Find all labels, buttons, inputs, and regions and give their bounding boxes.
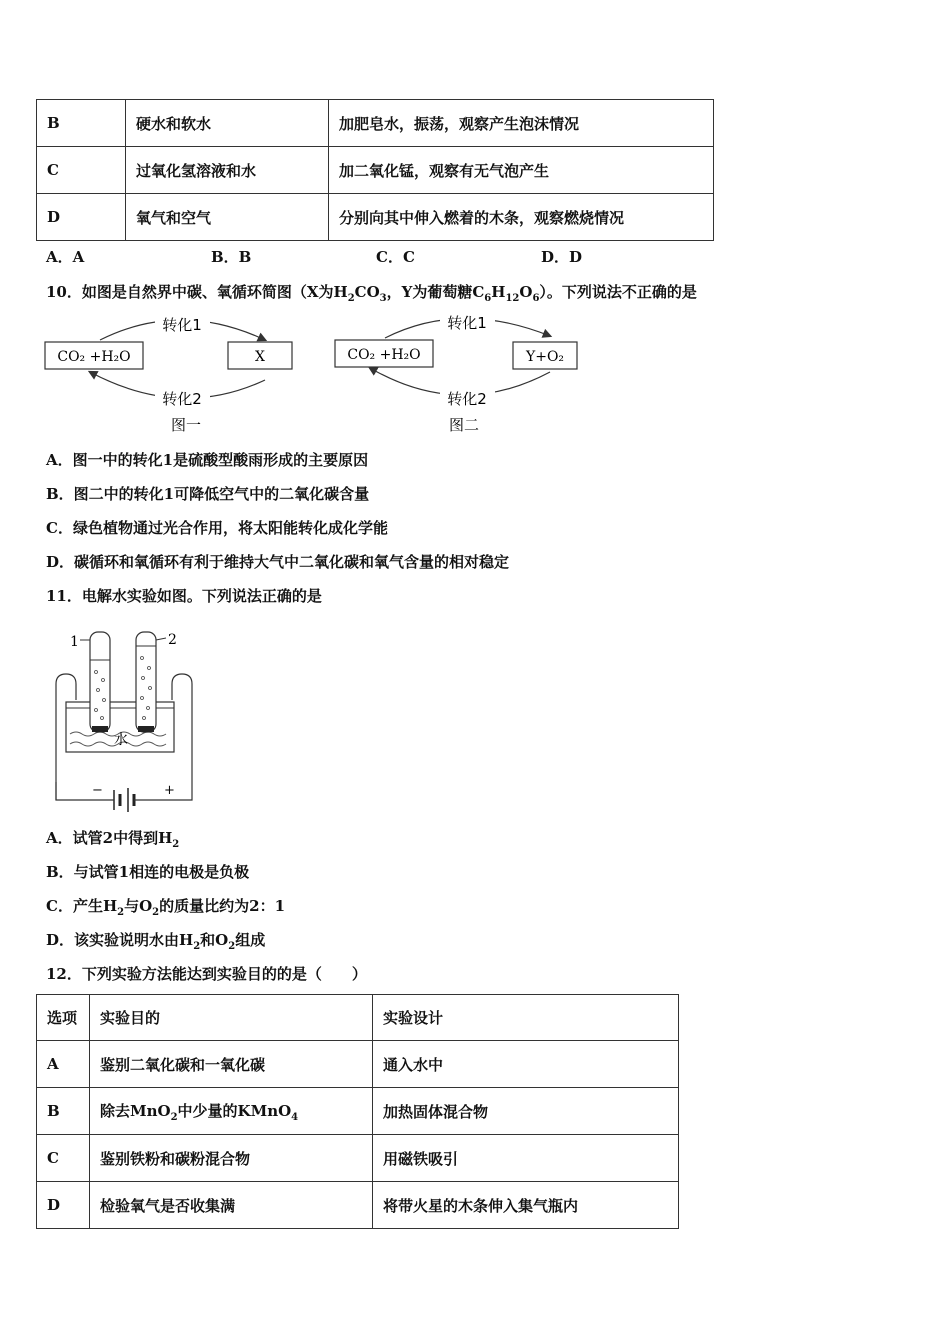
- item-cell: 硬水和软水: [126, 100, 329, 147]
- header-goal: 实验目的: [90, 995, 373, 1041]
- option-cell: D: [37, 1182, 90, 1229]
- q11-option-b: B．与试管1相连的电极是负极: [46, 863, 250, 881]
- header-option: 选项: [37, 995, 90, 1041]
- fig1-caption: 图一: [170, 416, 202, 434]
- header-design: 实验设计: [373, 995, 679, 1041]
- option-cell: B: [37, 1088, 90, 1135]
- q11-stem: 11．电解水实验如图。下列说法正确的是: [46, 587, 322, 605]
- option-cell: C: [37, 147, 126, 194]
- fig1-right-box: X: [255, 349, 265, 365]
- table-header-row: [37, 995, 679, 1041]
- option-cell: B: [37, 100, 126, 147]
- design-cell: 将带火星的木条伸入集气瓶内: [373, 1182, 679, 1229]
- q9-options: [46, 246, 666, 266]
- tube-2-label: 2: [168, 632, 177, 648]
- q9-option-b: B．B: [211, 248, 252, 266]
- q9-table: [36, 99, 714, 241]
- fig1-top-arrow-label: 转化1: [162, 316, 202, 334]
- table-row: [37, 1041, 679, 1088]
- table-row: [37, 1182, 679, 1229]
- q10-option-b: B．图二中的转化1可降低空气中的二氧化碳含量: [46, 485, 370, 503]
- fig1-bottom-arrow-label: 转化2: [162, 390, 202, 408]
- q11-option-d: D．该实验说明水由$H_2$和$O_2$组成: [46, 931, 266, 952]
- goal-cell: 鉴别二氧化碳和一氧化碳: [90, 1041, 373, 1088]
- q9-option-a: A．A: [46, 248, 85, 266]
- water-label: 水: [114, 732, 128, 748]
- method-cell: 加肥皂水，振荡，观察产生泡沫情况: [329, 100, 714, 147]
- q10-option-a: A．图一中的转化1是硫酸型酸雨形成的主要原因: [46, 451, 369, 469]
- positive-terminal-label: +: [164, 783, 175, 798]
- fig1-left-box: CO₂ +H₂O: [57, 349, 131, 365]
- table-row: [37, 1135, 679, 1182]
- goal-cell: 除去MnO$_2$中少量的KMnO$_4$: [90, 1088, 373, 1135]
- q10-stem: 10．如图是自然界中碳、氧循环简图（X为$H_2CO_3$，Y为葡萄糖$C_6H_{12}O_6$）。下列说法不正确的是: [46, 283, 697, 304]
- q9-option-d: D．D: [541, 248, 583, 266]
- table-row: [37, 194, 714, 241]
- method-cell: 加二氧化锰，观察有无气泡产生: [329, 147, 714, 194]
- q9-option-c: C．C: [376, 248, 415, 266]
- carbon-cycle-figure-2: [330, 310, 590, 438]
- goal-cell: 检验氧气是否收集满: [90, 1182, 373, 1229]
- item-cell: 过氧化氢溶液和水: [126, 147, 329, 194]
- design-cell: 通入水中: [373, 1041, 679, 1088]
- q10-option-c: C．绿色植物通过光合作用，将太阳能转化成化学能: [46, 519, 388, 537]
- q11-option-a: A．试管2中得到$H_2$: [46, 829, 180, 850]
- electrolysis-apparatus: [48, 622, 208, 812]
- item-cell: 氧气和空气: [126, 194, 329, 241]
- tube-1-label: 1: [70, 634, 79, 650]
- q10-option-d: D．碳循环和氧循环有利于维持大气中二氧化碳和氧气含量的相对稳定: [46, 553, 510, 571]
- carbon-cycle-figure-1: [40, 310, 310, 438]
- option-cell: D: [37, 194, 126, 241]
- q12-stem: 12．下列实验方法能达到实验目的的是（ ）: [46, 965, 367, 983]
- option-cell: A: [37, 1041, 90, 1088]
- table-row: [37, 147, 714, 194]
- table-row: [37, 100, 714, 147]
- q12-table: [36, 994, 679, 1229]
- negative-terminal-label: −: [92, 783, 103, 798]
- option-cell: C: [37, 1135, 90, 1182]
- fig2-left-box: CO₂ +H₂O: [347, 347, 421, 363]
- fig2-top-arrow-label: 转化1: [447, 314, 487, 332]
- fig2-bottom-arrow-label: 转化2: [447, 390, 487, 408]
- design-cell: 用磁铁吸引: [373, 1135, 679, 1182]
- fig2-caption: 图二: [448, 416, 480, 434]
- method-cell: 分别向其中伸入燃着的木条，观察燃烧情况: [329, 194, 714, 241]
- q11-option-c: C．产生$H_2$与$O_2$的质量比约为2：1: [46, 897, 286, 918]
- table-row: [37, 1088, 679, 1135]
- fig2-right-box: Y+O₂: [525, 349, 565, 365]
- design-cell: 加热固体混合物: [373, 1088, 679, 1135]
- goal-cell: 鉴别铁粉和碳粉混合物: [90, 1135, 373, 1182]
